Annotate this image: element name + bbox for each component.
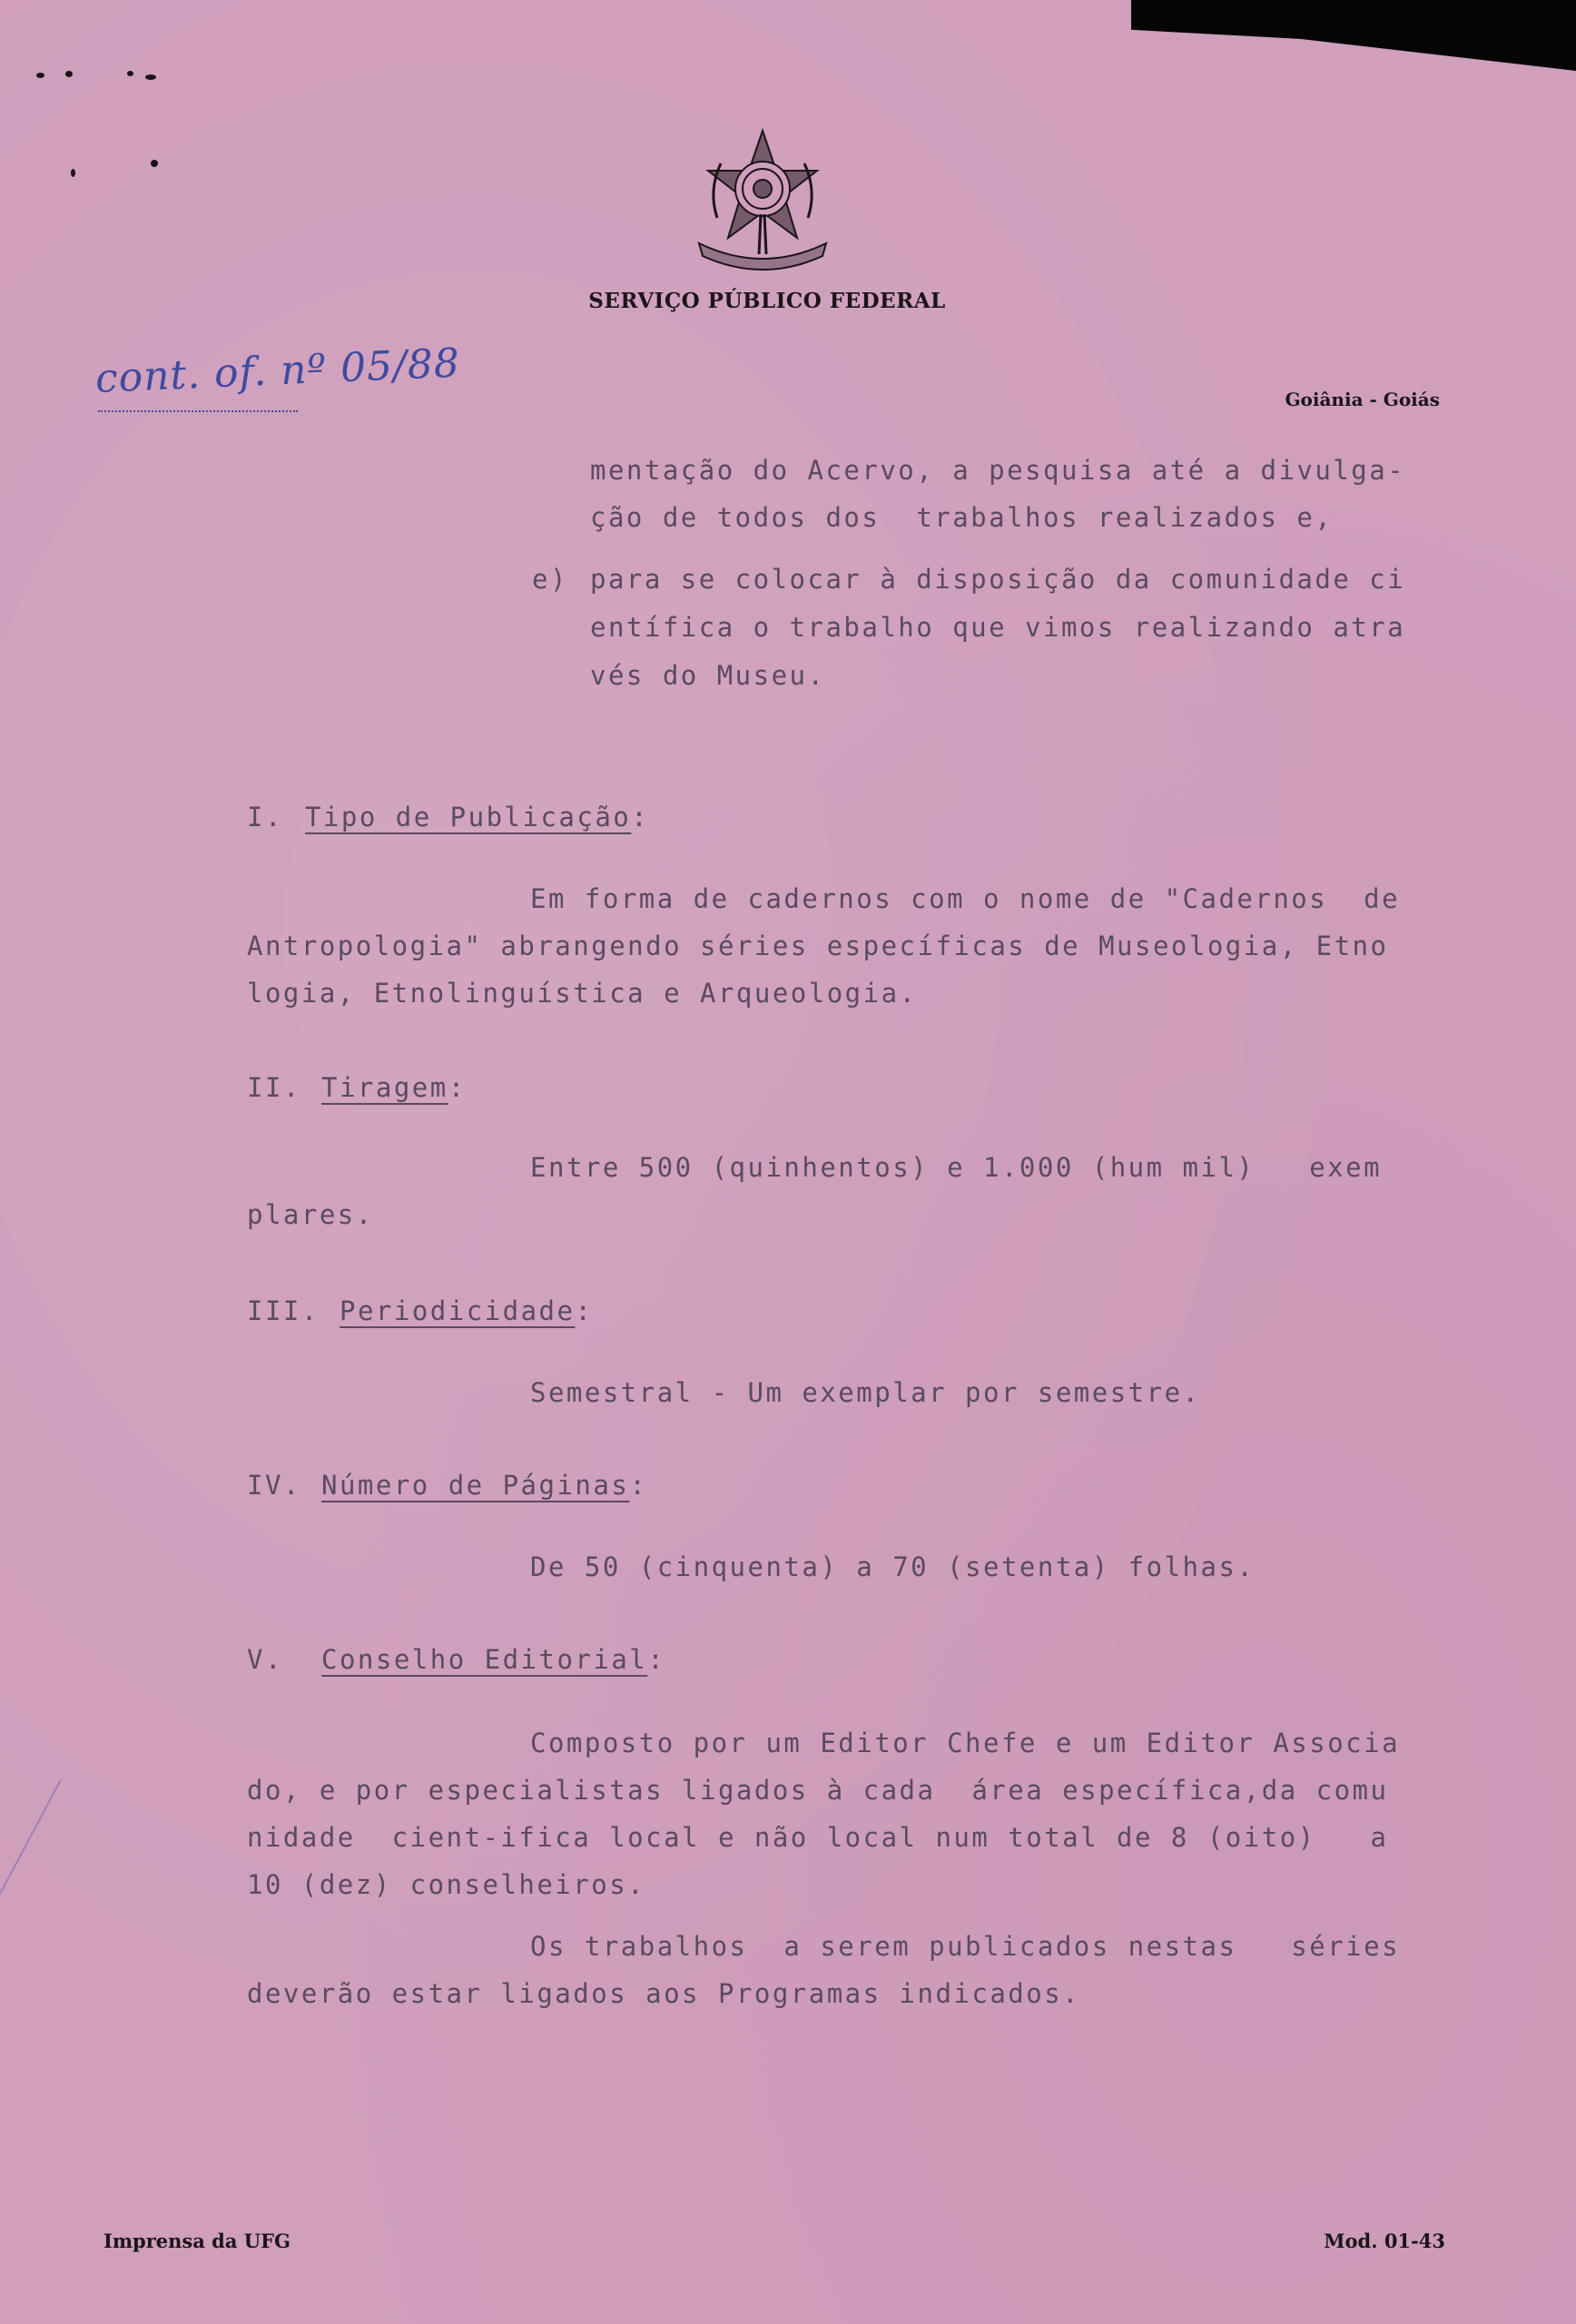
- section-line: De 50 (cinquenta) a 70 (setenta) folhas.: [530, 1551, 1256, 1582]
- punch-speck: [36, 73, 44, 78]
- section-line: deverão estar ligados aos Programas indicados.: [247, 1978, 1081, 2009]
- stray-ink-mark: [0, 1779, 62, 2044]
- section-title: Tiragem: [321, 1072, 448, 1103]
- section-line: Composto por um Editor Chefe e um Editor Associa: [530, 1728, 1401, 1758]
- section-line: Em forma de cadernos com o nome de "Cadernos de: [530, 883, 1401, 914]
- section-line: Entre 500 (quinhentos) e 1.000 (hum mil) exem: [530, 1152, 1383, 1183]
- section-line: do, e por especialistas ligados à cada área específica,da comu: [247, 1775, 1389, 1806]
- item-e-line: entífica o trabalho que vimos realizando atra: [590, 612, 1406, 643]
- punch-speck: [151, 160, 158, 167]
- section-line: nidade cient-ifica local e não local num total de 8 (oito) a: [247, 1822, 1389, 1853]
- section-line: 10 (dez) conselheiros.: [247, 1869, 646, 1900]
- punch-speck: [127, 71, 133, 76]
- section-heading: Tipo de Publicação:: [305, 802, 650, 832]
- section-heading: Número de Páginas:: [321, 1470, 648, 1501]
- item-e-line: para se colocar à disposição da comunidade ci: [590, 564, 1406, 595]
- section-line: Semestral - Um exemplar por semestre.: [530, 1377, 1201, 1408]
- punch-speck: [65, 71, 73, 77]
- punch-speck: [71, 169, 75, 177]
- footer-printer: Imprensa da UFG: [103, 2230, 291, 2252]
- item-e-marker: e): [532, 564, 568, 595]
- intro-line: mentação do Acervo, a pesquisa até a divulga-: [590, 455, 1406, 486]
- item-e-line: vés do Museu.: [590, 660, 826, 691]
- footer-form-code: Mod. 01-43: [1324, 2230, 1445, 2252]
- section-numeral: II.: [247, 1072, 301, 1103]
- section-numeral: V.: [247, 1644, 283, 1675]
- brazil-coat-of-arms-emblem: [690, 127, 835, 277]
- section-numeral: III.: [247, 1295, 320, 1326]
- section-heading: Conselho Editorial:: [321, 1644, 666, 1675]
- section-heading: Tiragem:: [321, 1072, 467, 1103]
- section-title: Tipo de Publicação: [305, 802, 632, 832]
- section-numeral: IV.: [247, 1470, 301, 1501]
- section-title: Número de Páginas: [321, 1470, 630, 1501]
- section-line: logia, Etnolinguística e Arqueologia.: [247, 978, 918, 1009]
- location-label: Goiânia - Goiás: [1285, 389, 1440, 410]
- section-line: Antropologia" abrangendo séries específicas de Museologia, Etno: [247, 931, 1389, 961]
- handwritten-reference-note: cont. of. nº 05/88: [94, 340, 461, 402]
- section-title: Periodicidade: [340, 1295, 576, 1326]
- section-title: Conselho Editorial: [321, 1644, 648, 1675]
- section-line: Os trabalhos a serem publicados nestas séries: [530, 1931, 1401, 1962]
- section-heading: Periodicidade:: [340, 1295, 594, 1326]
- punch-speck: [145, 74, 156, 80]
- header-title: SERVIÇO PÚBLICO FEDERAL: [588, 289, 946, 313]
- intro-line: ção de todos dos trabalhos realizados e,: [590, 502, 1334, 533]
- section-numeral: I.: [247, 802, 283, 832]
- section-line: plares.: [247, 1199, 374, 1230]
- handwritten-underline: [98, 410, 298, 412]
- scan-corner-shadow: [1131, 0, 1576, 71]
